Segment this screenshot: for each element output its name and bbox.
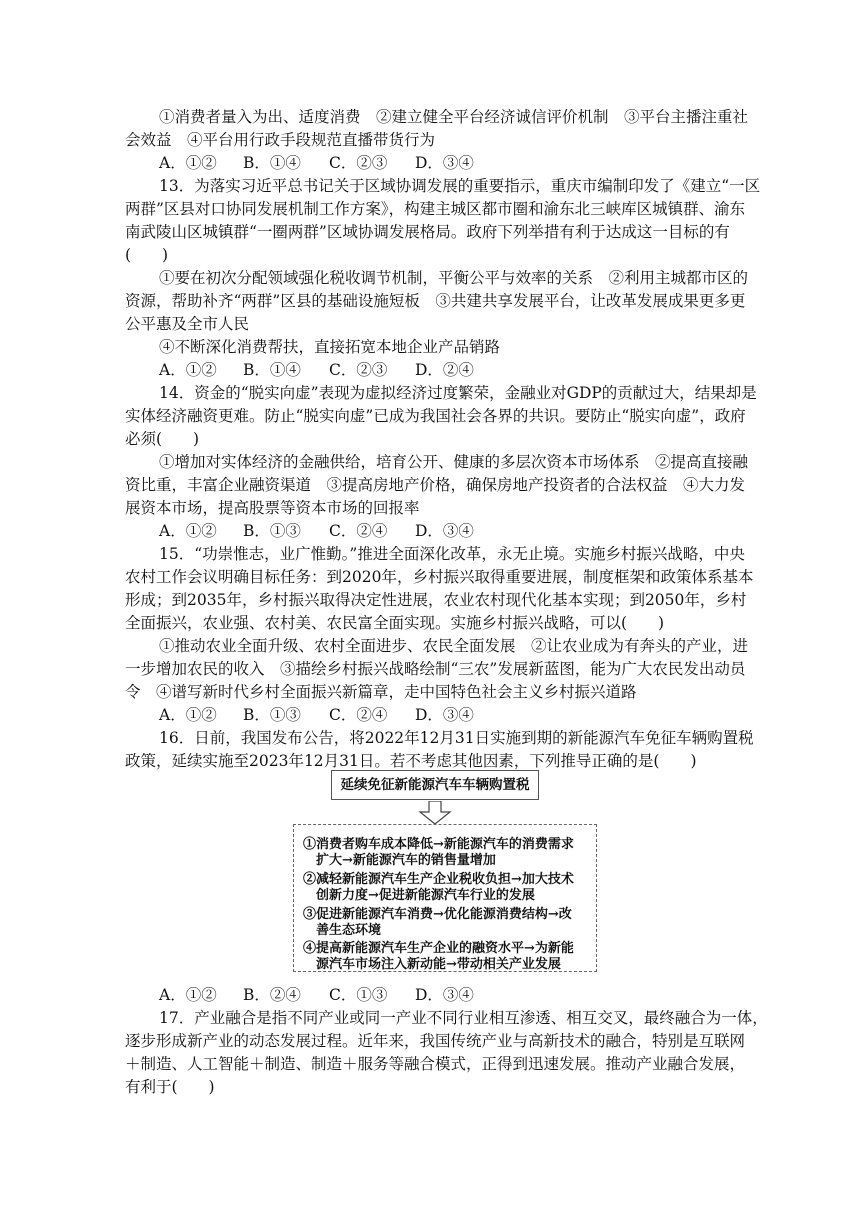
q13-item-line: 公平惠及全市人民 (125, 315, 250, 333)
q13-option-c: C．②③ (329, 361, 388, 379)
q15-stem-line: 形成；到2035年，乡村振兴取得决定性进展，农业农村现代化基本实现；到2050年，乡村 (125, 591, 747, 609)
flow-line: 创新力度→促进新能源汽车行业的发展 (303, 888, 535, 903)
q12-item-line: ①消费者量入为出、适度消费 ②建立健全平台经济诚信评价机制 ③平台主播注重社 (159, 108, 749, 126)
q14-option-c: C．②④ (329, 522, 388, 540)
q13-stem-line: ( ) (125, 246, 169, 264)
q13-item-line: 资源，帮助补齐“两群”区县的基础设施短板 ③共建共享发展平台，让改革发展成果更多更 (125, 292, 746, 310)
q12-option-c: C．②③ (329, 154, 388, 172)
q17-stem-line: 有利于( ) (125, 1078, 215, 1096)
q14-option-d: D．③④ (415, 522, 474, 540)
flow-line: ④提高新能源汽车生产企业的融资水平→为新能 (303, 941, 574, 956)
flow-line: 源汽车市场注入新动能→带动相关产业发展 (303, 957, 561, 972)
q16-stem-line: 政策，延续实施至2023年12月31日。若不考虑其他因素，下列推导正确的是( ) (125, 752, 697, 770)
q13-stem-line: 南武陵山区城镇群“一圈两群”区域协调发展格局。政府下列举措有利于达成这一目标的有 (125, 223, 730, 241)
q16-option-d: D．③④ (415, 986, 474, 1004)
q13-option-b: B．①④ (243, 361, 301, 379)
q15-item-line: 令 ④谱写新时代乡村全面振兴新篇章，走中国特色社会主义乡村振兴道路 (125, 683, 637, 701)
flow-line: 善生态环境 (303, 923, 382, 938)
q13-item-line: ④不断深化消费帮扶，直接拓宽本地企业产品销路 (159, 338, 501, 356)
q13-item-line: ①要在初次分配领域强化税收调节机制，平衡公平与效率的关系 ②利用主城都市区的 (159, 269, 749, 287)
q14-option-b: B．①③ (243, 522, 301, 540)
q12-option-d: D．③④ (415, 154, 474, 172)
flow-line: ③促进新能源汽车消费→优化能源消费结构→改 (303, 907, 572, 922)
q14-stem-line: 实体经济融资更难。防止“脱实向虚”已成为我国社会各界的共识。要防止“脱实向虚”，政府 (125, 407, 746, 425)
flow-bottom-box (293, 824, 597, 972)
q14-item-line: 展资本市场，提高股票等资本市场的回报率 (125, 499, 420, 517)
q15-item-line: 一步增加农民的收入 ③描绘乡村振兴战略绘制“三农”发展新蓝图，能为广大农民发出动员 (125, 660, 746, 678)
q17-stem-line: 逐步形成新产业的动态发展过程。近年来，我国传统产业与高新技术的融合，特别是互联网 (125, 1032, 746, 1050)
q13-stem-line: 两群”区县对口协同发展机制工作方案》，构建主城区都市圈和渝东北三峡库区城镇群、渝东 (125, 200, 746, 218)
q14-stem-line: 必须( ) (125, 430, 200, 448)
q15-option-b: B．①③ (243, 706, 301, 724)
q13-stem-line: 13．为落实习近平总书记关于区域协调发展的重要指示，重庆市编制印发了《建立“一区 (159, 177, 761, 195)
flow-line: ①消费者购车成本降低→新能源汽车的消费需求 (303, 837, 574, 852)
flow-line: ②减轻新能源汽车生产企业税收负担→加大技术 (303, 872, 574, 887)
down-arrow-icon (418, 801, 452, 825)
q14-item-line: ①增加对实体经济的金融供给，培育公开、健康的多层次资本市场体系 ②提高直接融 (159, 453, 749, 471)
q13-option-d: D．②④ (415, 361, 474, 379)
q15-option-a: A．①② (159, 706, 217, 724)
flow-line: 扩大→新能源汽车的销售量增加 (303, 853, 496, 868)
q16-option-c: C．①③ (329, 986, 388, 1004)
q12-option-a: A．①② (159, 154, 217, 172)
q16-option-b: B．②④ (243, 986, 301, 1004)
q14-option-a: A．①② (159, 522, 217, 540)
q15-item-line: ①推动农业全面升级、农村全面进步、农民全面发展 ②让农业成为有奔头的产业，进 (159, 637, 749, 655)
q15-option-c: C．②④ (329, 706, 388, 724)
q15-stem-line: 15．“功崇惟志，业广惟勤。”推进全面深化改革，永无止境。实施乡村振兴战略，中央 (159, 545, 745, 563)
q14-stem-line: 14．资金的“脱实向虚”表现为虚拟经济过度繁荣，金融业对GDP的贡献过大，结果却是 (159, 384, 757, 402)
q16-option-a: A．①② (159, 986, 217, 1004)
q17-stem-line: ＋制造、人工智能＋制造、制造＋服务等融合模式，正得到迅速发展。推动产业融合发展， (125, 1055, 746, 1073)
q16-stem-line: 16．日前，我国发布公告，将2022年12月31日实施到期的新能源汽车免征车辆购置税 (159, 729, 754, 747)
q15-option-d: D．③④ (415, 706, 474, 724)
q15-stem-line: 全面振兴，农业强、农村美、农民富全面实现。实施乡村振兴战略，可以( ) (125, 614, 665, 632)
q12-option-b: B．①④ (243, 154, 301, 172)
flow-top-box: 延续免征新能源汽车车辆购置税 (331, 770, 539, 800)
q15-stem-line: 农村工作会议明确目标任务：到2020年，乡村振兴取得重要进展，制度框架和政策体系基本 (125, 568, 754, 586)
q13-option-a: A．①② (159, 361, 217, 379)
q12-item-line: 会效益 ④平台用行政手段规范直播带货行为 (125, 131, 436, 149)
q14-item-line: 资比重，丰富企业融资渠道 ③提高房地产价格，确保房地产投资者的合法权益 ④大力发 (125, 476, 746, 494)
q17-stem-line: 17．产业融合是指不同产业或同一产业不同行业相互渗透、相互交叉，最终融合为一体， (159, 1009, 768, 1027)
